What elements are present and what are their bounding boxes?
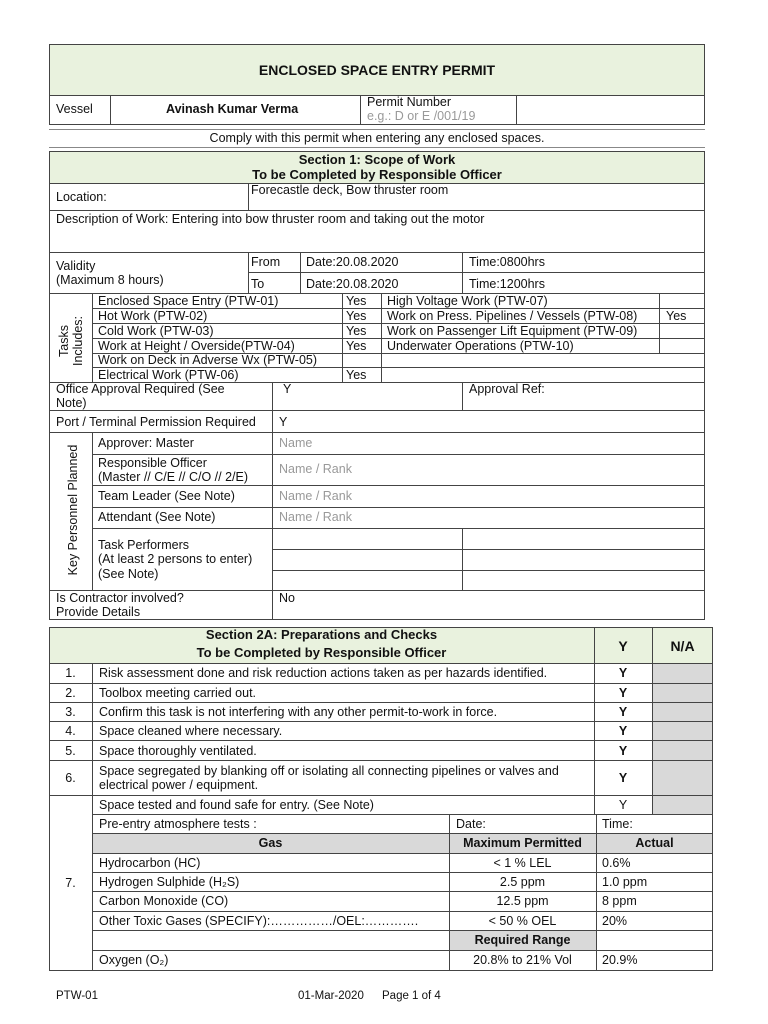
check-1-text: Risk assessment done and risk reduction actions taken as per hazards identified. — [99, 666, 548, 680]
check-6-y: Y — [618, 771, 628, 785]
task-ptw07: High Voltage Work (PTW-07) — [387, 294, 548, 308]
key-personnel-label: Key Personnel Planned — [66, 444, 80, 576]
vessel-name: Avinash Kumar Verma — [166, 102, 299, 116]
check-7-num: 7. — [65, 876, 76, 890]
max-permitted-header: Maximum Permitted — [463, 836, 582, 850]
gas-h2s-actual: 1.0 ppm — [602, 875, 648, 889]
permit-title-box — [49, 44, 705, 96]
gas-co: Carbon Monoxide (CO) — [99, 894, 229, 908]
task-ptw02: Hot Work (PTW-02) — [98, 309, 208, 323]
check-5-y: Y — [618, 744, 628, 758]
check-6-num: 6. — [65, 771, 76, 785]
test-date-label: Date: — [456, 817, 486, 831]
footer-page: Page 1 of 4 — [382, 990, 441, 1002]
gas-oxygen: Oxygen (O₂) — [99, 953, 169, 967]
attendant-placeholder: Name / Rank — [279, 510, 352, 524]
task-performers-2: (At least 2 persons to enter) — [98, 552, 253, 566]
attendant-label: Attendant (See Note) — [98, 510, 216, 524]
check-2-text: Toolbox meeting carried out. — [99, 686, 257, 700]
actual-header: Actual — [635, 836, 674, 850]
gas-h2s-max: 2.5 ppm — [499, 875, 546, 889]
footer-date: 01-Mar-2020 — [298, 990, 364, 1002]
task-ptw09: Work on Passenger Lift Equipment (PTW-09) — [387, 324, 638, 338]
gas-hc: Hydrocarbon (HC) — [99, 856, 201, 870]
task-ptw06-value: Yes — [346, 368, 367, 382]
task-ptw08: Work on Press. Pipelines / Vessels (PTW-08) — [387, 309, 638, 323]
col-y-header: Y — [618, 638, 628, 654]
from-label: From — [251, 255, 281, 269]
check-6-text-2: electrical power / equipment. — [99, 778, 259, 792]
gas-hc-actual: 0.6% — [602, 856, 631, 870]
approver-label: Approver: Master — [98, 436, 194, 450]
check-3-y: Y — [618, 705, 628, 719]
check-7-y: Y — [618, 798, 628, 812]
team-leader-placeholder: Name / Rank — [279, 489, 352, 503]
location-label: Location: — [56, 190, 107, 204]
section2a-title: Section 2A: Preparations and Checks — [205, 627, 438, 642]
check-4-text: Space cleaned where necessary. — [99, 724, 283, 738]
task-ptw05: Work on Deck in Adverse Wx (PTW-05) — [98, 353, 318, 367]
check-7-text: Space tested and found safe for entry. (See Note) — [99, 798, 374, 812]
check-5-text: Space thoroughly ventilated. — [99, 744, 257, 758]
ro-label-1: Responsible Officer — [98, 456, 207, 470]
required-range-header: Required Range — [474, 933, 571, 947]
check-4-num: 4. — [65, 724, 76, 738]
check-3-text: Confirm this task is not interfering with any other permit-to-work in force. — [99, 705, 498, 719]
to-label: To — [251, 277, 265, 291]
to-time: Time:1200hrs — [469, 277, 545, 291]
approval-ref-label: Approval Ref: — [469, 382, 545, 396]
ro-label-2: (Master // C/E // C/O // 2/E) — [98, 470, 249, 484]
gas-co-max: 12.5 ppm — [496, 894, 549, 908]
team-leader-label: Team Leader (See Note) — [98, 489, 235, 503]
task-ptw01-value: Yes — [346, 294, 367, 308]
test-time-label: Time: — [602, 817, 633, 831]
check-4-y: Y — [618, 724, 628, 738]
check-2-y: Y — [618, 686, 628, 700]
section1-subtitle: To be Completed by Responsible Officer — [252, 167, 502, 182]
to-date: Date:20.08.2020 — [306, 277, 399, 291]
port-permission-value: Y — [279, 415, 288, 429]
gas-hc-max: < 1 % LEL — [493, 856, 552, 870]
gas-co-actual: 8 ppm — [602, 894, 637, 908]
approver-name-placeholder: Name — [279, 436, 313, 450]
task-ptw03: Cold Work (PTW-03) — [98, 324, 214, 338]
section1-header — [49, 151, 705, 184]
task-ptw06: Electrical Work (PTW-06) — [98, 368, 239, 382]
contractor-label-1: Is Contractor involved? — [56, 591, 184, 605]
validity-label: Validity — [56, 259, 96, 273]
contractor-value: No — [279, 591, 295, 605]
port-permission-label: Port / Terminal Permission Required — [56, 415, 256, 429]
col-na-header: N/A — [670, 638, 695, 654]
gas-other-toxic: Other Toxic Gases (SPECIFY):……………/OEL:…………. — [99, 914, 419, 928]
task-ptw02-value: Yes — [346, 309, 367, 323]
office-approval-label: Office Approval Required (See Note) — [56, 382, 225, 410]
task-ptw04-value: Yes — [346, 339, 367, 353]
section1-title: Section 1: Scope of Work — [298, 152, 456, 167]
validity-max: (Maximum 8 hours) — [56, 273, 164, 287]
check-5-num: 5. — [65, 744, 76, 758]
ro-name-placeholder: Name / Rank — [279, 462, 352, 476]
gas-h2s: Hydrogen Sulphide (H₂S) — [99, 875, 240, 889]
gas-other-toxic-actual: 20% — [602, 914, 628, 928]
task-ptw01: Enclosed Space Entry (PTW-01) — [98, 294, 279, 308]
task-performers-3: (See Note) — [98, 567, 159, 581]
task-performers-1: Task Performers — [98, 538, 189, 552]
pre-entry-label: Pre-entry atmosphere tests : — [99, 817, 257, 831]
check-6-text: Space segregated by blanking off or isolating all connecting pipelines or valves and — [99, 764, 559, 778]
check-3-num: 3. — [65, 705, 76, 719]
footer-form-code: PTW-01 — [56, 990, 98, 1002]
task-ptw04: Work at Height / Overside(PTW-04) — [98, 339, 295, 353]
comply-note: Comply with this permit when entering any enclosed spaces. — [209, 131, 545, 145]
gas-oxygen-range: 20.8% to 21% Vol — [473, 953, 572, 967]
contractor-label-2: Provide Details — [56, 605, 141, 619]
task-ptw08-value: Yes — [666, 309, 687, 323]
check-1-num: 1. — [65, 666, 76, 680]
permit-number-label: Permit Number — [367, 95, 452, 109]
office-approval-value: Y — [283, 382, 292, 396]
check-2-num: 2. — [65, 686, 76, 700]
permit-title: ENCLOSED SPACE ENTRY PERMIT — [258, 62, 496, 78]
work-description: Description of Work: Entering into bow thruster room and taking out the motor — [56, 212, 485, 226]
from-date: Date:20.08.2020 — [306, 255, 399, 269]
task-ptw10: Underwater Operations (PTW-10) — [387, 339, 574, 353]
tasks-label: Tasks Includes: — [57, 315, 85, 367]
check-1-y: Y — [618, 666, 628, 680]
permit-number-placeholder: e.g.: D or E /001/19 — [367, 109, 476, 123]
vessel-label: Vessel — [56, 102, 93, 116]
gas-other-toxic-max: < 50 % OEL — [488, 914, 557, 928]
task-ptw03-value: Yes — [346, 324, 367, 338]
gas-oxygen-actual: 20.9% — [602, 953, 638, 967]
from-time: Time:0800hrs — [469, 255, 545, 269]
location-value: Forecastle deck, Bow thruster room — [251, 183, 449, 197]
section2a-subtitle: To be Completed by Responsible Officer — [196, 645, 447, 660]
gas-header: Gas — [258, 836, 283, 850]
